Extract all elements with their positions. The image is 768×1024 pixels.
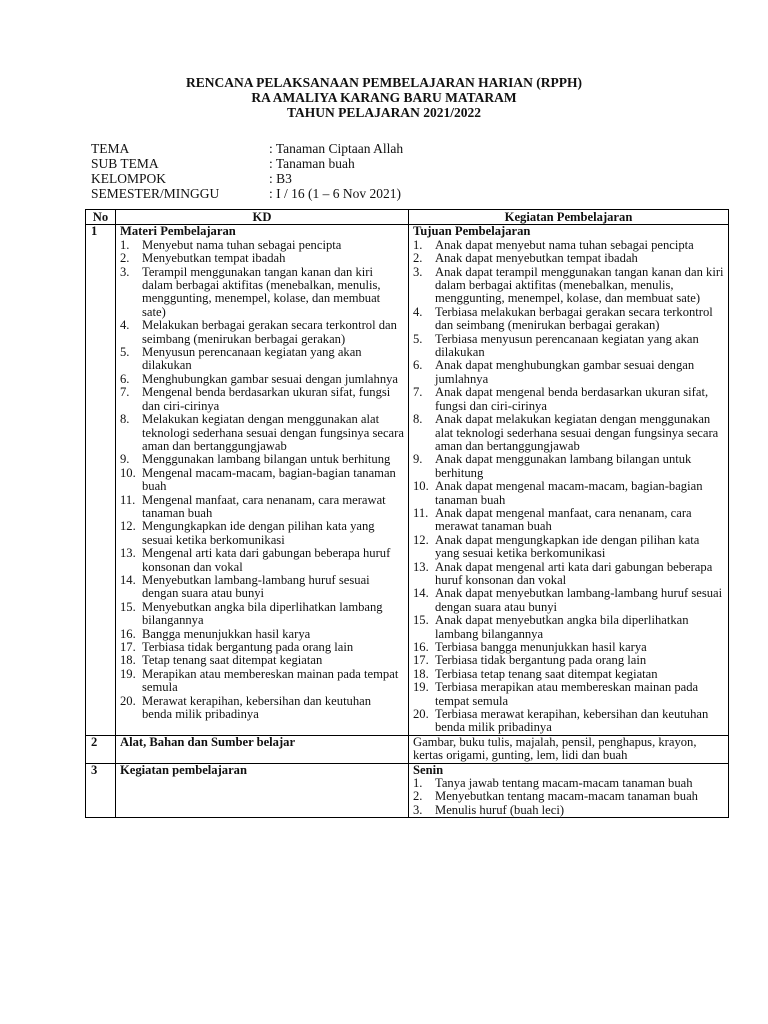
doc-title-line-2: RA AMALIYA KARANG BARU MATARAM	[251, 90, 517, 105]
list-item-number: 6.	[120, 371, 130, 386]
list-item-number: 10.	[413, 479, 429, 494]
meta-key: KELOMPOK	[91, 171, 167, 186]
list-item-number: 1.	[120, 237, 130, 252]
list-item	[120, 413, 404, 453]
meta-value: : Tanaman buah	[269, 156, 355, 171]
list-item-text: Anak dapat mengungkapkan ide dengan pilihan kata yang sesuai ketika berkomunikasi	[435, 532, 700, 561]
list-item-text: Menghubungkan gambar sesuai dengan jumlahnya	[142, 371, 399, 386]
list-item-text: Terbiasa merapikan atau membereskan mainan pada tempat semula	[435, 680, 699, 708]
meta-value: : Tanaman Ciptaan Allah	[269, 141, 404, 156]
list-item-number: 11.	[120, 492, 136, 507]
list-item	[120, 319, 404, 346]
doc-title-line-3: TAHUN PELAJARAN 2021/2022	[286, 105, 481, 120]
list-item	[413, 641, 724, 654]
list-item-text: Anak dapat mengenal manfaat, cara nenanam, cara merawat tanaman buah	[435, 505, 692, 534]
materi-heading: Materi Pembelajaran	[120, 224, 236, 239]
list-item-number: 4.	[413, 304, 423, 319]
list-item-number: 5.	[413, 331, 423, 346]
list-item-text: Menyebutkan lambang-lambang huruf sesuai dengan suara atau bunyi	[142, 572, 370, 601]
list-item	[120, 467, 404, 494]
list-item-number: 3.	[413, 264, 423, 279]
list-item-number: 9.	[413, 452, 423, 467]
list-item-text: Terbiasa melakukan berbagai gerakan secara terkontrol dan seimbang (menirukan berbagai gerakan)	[435, 304, 713, 333]
list-item-text: Mengungkapkan ide dengan pilihan kata yang sesuai ketika berkomunikasi	[142, 519, 375, 547]
tujuan-heading: Tujuan Pembelajaran	[413, 224, 531, 239]
row-number: 3	[86, 763, 116, 818]
meta-value: : B3	[269, 171, 292, 186]
alat-text: Gambar, buku tulis, majalah, pensil, penghapus, krayon, kertas origami, gunting, lem, lidi dan buah	[413, 734, 697, 763]
list-item	[413, 804, 724, 817]
list-item-number: 16.	[413, 640, 429, 654]
list-item-number: 18.	[120, 653, 136, 668]
list-item-number: 10.	[120, 465, 136, 480]
list-item-text: Menyusun perencanaan kegiatan yang akan dilakukan	[142, 345, 362, 373]
list-item	[120, 628, 404, 641]
list-item-number: 9.	[120, 452, 130, 467]
list-item	[413, 453, 724, 480]
materi-list	[120, 239, 404, 722]
list-item-number: 19.	[413, 680, 429, 695]
list-item-text: Anak dapat menyebutkan lambang-lambang huruf sesuai dengan suara atau bunyi	[435, 586, 723, 614]
header-kd: KD	[116, 210, 409, 225]
senin-list	[413, 777, 724, 817]
kd-cell	[116, 735, 409, 763]
list-item-text: Melakukan berbagai gerakan secara terkontrol dan seimbang (menirukan berbagai gerakan)	[142, 318, 397, 346]
list-item-number: 1.	[413, 237, 423, 252]
list-item	[413, 333, 724, 360]
list-item-text: Menyebut nama tuhan sebagai pencipta	[142, 237, 342, 252]
rpph-table	[85, 209, 729, 818]
list-item-text: Terbiasa menyusun perencanaan kegiatan yang akan dilakukan	[435, 331, 699, 360]
list-item-number: 14.	[413, 586, 429, 601]
list-item-text: Merapikan atau membereskan mainan pada tempat semula	[142, 666, 399, 695]
list-item	[120, 252, 404, 265]
list-item-text: Menyebutkan tentang macam-macam tanaman buah	[435, 789, 698, 804]
list-item-text: Tetap tenang saat ditempat kegiatan	[142, 653, 323, 668]
list-item	[413, 306, 724, 333]
list-item-text: Anak dapat mengenal arti kata dari gabungan beberapa huruf konsonan dan vokal	[435, 559, 713, 587]
list-item-number: 6.	[413, 358, 423, 373]
table-row	[86, 225, 729, 735]
list-item	[413, 587, 724, 614]
table-row	[86, 763, 729, 818]
list-item-number: 8.	[120, 412, 130, 427]
list-item-text: Terampil menggunakan tangan kanan dan kiri dalam berbagai aktifitas (menebalkan, menulis, menggunting, menempel, kolase, dan membuat sate)	[142, 264, 381, 319]
list-item-number: 2.	[120, 251, 130, 266]
list-item-number: 20.	[120, 693, 136, 708]
list-item	[120, 494, 404, 521]
list-item-number: 15.	[120, 599, 136, 614]
list-item	[120, 574, 404, 601]
list-item	[120, 386, 404, 413]
list-item	[413, 507, 724, 534]
list-item-text: Anak dapat mengenal benda berdasarkan ukuran sifat, fungsi dan ciri-cirinya	[435, 385, 709, 413]
table-row	[86, 735, 729, 763]
meta-key: SUB TEMA	[91, 156, 159, 171]
list-item-text: Mengenal arti kata dari gabungan beberapa huruf konsonan dan vokal	[142, 546, 391, 574]
meta-value: : I / 16 (1 – 6 Nov 2021)	[269, 186, 401, 201]
list-item	[413, 359, 724, 386]
list-item	[120, 266, 404, 320]
list-item-text: Terbiasa tidak bergantung pada orang lain	[142, 640, 354, 654]
day-heading: Senin	[413, 762, 444, 777]
list-item-number: 4.	[120, 318, 130, 333]
list-item	[413, 266, 724, 306]
list-item	[120, 239, 404, 252]
list-item-number: 8.	[413, 412, 423, 427]
list-item-text: Mengenal benda berdasarkan ukuran sifat, fungsi dan ciri-cirinya	[142, 385, 391, 413]
list-item	[413, 668, 724, 681]
row-number: 1	[86, 225, 116, 735]
list-item-text: Anak dapat menyebut nama tuhan sebagai pencipta	[435, 237, 694, 252]
list-item	[413, 614, 724, 641]
list-item	[413, 777, 724, 790]
list-item	[120, 695, 404, 722]
list-item-text: Terbiasa bangga menunjukkan hasil karya	[435, 640, 647, 654]
list-item-text: Menggunakan lambang bilangan untuk berhitung	[142, 452, 391, 467]
list-item	[120, 453, 404, 466]
list-item	[120, 547, 404, 574]
list-item-number: 7.	[120, 385, 130, 400]
list-item-number: 1.	[413, 776, 423, 791]
list-item-number: 16.	[120, 626, 136, 641]
list-item-text: Anak dapat menggunakan lambang bilangan untuk berhitung	[435, 452, 692, 480]
kd-cell	[116, 763, 409, 818]
list-item-number: 2.	[413, 251, 423, 266]
list-item-text: Merawat kerapihan, kebersihan dan keutuhan benda milik pribadinya	[142, 693, 372, 722]
meta-key: TEMA	[91, 141, 130, 156]
row-number: 2	[86, 735, 116, 763]
list-item	[413, 480, 724, 507]
header-no: No	[86, 210, 116, 225]
list-item-number: 12.	[413, 532, 429, 547]
list-item-text: Terbiasa merawat kerapihan, kebersihan dan keutuhan benda milik pribadinya	[435, 707, 709, 735]
list-item	[413, 252, 724, 265]
list-item-number: 3.	[120, 264, 130, 279]
list-item	[120, 668, 404, 695]
list-item-number: 15.	[413, 613, 429, 628]
list-item-text: Anak dapat menyebutkan angka bila diperlihatkan lambang bilangannya	[435, 613, 689, 641]
list-item-number: 12.	[120, 519, 136, 534]
list-item-text: Menulis huruf (buah leci)	[435, 802, 565, 817]
kegiatan-cell	[409, 763, 729, 818]
header-kegiatan: Kegiatan Pembelajaran	[409, 210, 729, 225]
kegiatan-cell	[409, 735, 729, 763]
list-item-number: 17.	[413, 653, 429, 668]
list-item-text: Mengenal macam-macam, bagian-bagian tanaman buah	[142, 465, 396, 494]
list-item-text: Bangga menunjukkan hasil karya	[142, 626, 311, 641]
list-item-text: Terbiasa tidak bergantung pada orang lain	[435, 653, 647, 668]
list-item	[120, 641, 404, 654]
list-item	[413, 708, 724, 735]
list-item	[413, 413, 724, 453]
list-item-number: 11.	[413, 505, 429, 520]
list-item-number: 2.	[413, 789, 423, 804]
list-item-number: 7.	[413, 385, 423, 400]
list-item-text: Anak dapat terampil menggunakan tangan kanan dan kiri dalam berbagai aktifitas (menebalkan, menulis, menggunting, menempel, kolase, dan membuat sate)	[435, 264, 724, 306]
list-item-text: Melakukan kegiatan dengan menggunakan alat teknologi sederhana sesuai dengan fungsinya secara aman dan bertanggungjawab	[142, 412, 404, 453]
list-item-number: 13.	[413, 559, 429, 574]
list-item	[120, 520, 404, 547]
list-item-text: Mengenal manfaat, cara nenanam, cara merawat tanaman buah	[142, 492, 386, 520]
kegiatan-heading: Kegiatan pembelajaran	[120, 762, 247, 777]
list-item-text: Tanya jawab tentang macam-macam tanaman buah	[435, 776, 693, 791]
list-item-text: Menyebutkan angka bila diperlihatkan lambang bilangannya	[142, 599, 383, 628]
meta-key: SEMESTER/MINGGU	[91, 186, 220, 201]
kegiatan-cell	[409, 225, 729, 735]
kd-cell	[116, 225, 409, 735]
list-item-number: 20.	[413, 707, 429, 722]
list-item	[413, 681, 724, 708]
list-item-text: Anak dapat mengenal macam-macam, bagian-bagian tanaman buah	[435, 479, 703, 507]
list-item	[120, 373, 404, 386]
list-item-text: Anak dapat menghubungkan gambar sesuai dengan jumlahnya	[435, 358, 695, 386]
list-item-number: 17.	[120, 640, 136, 654]
list-item-number: 5.	[120, 345, 130, 360]
list-item	[413, 790, 724, 803]
list-item	[413, 386, 724, 413]
list-item-text: Menyebutkan tempat ibadah	[142, 251, 286, 266]
list-item-number: 18.	[413, 666, 429, 681]
list-item	[413, 239, 724, 252]
list-item-text: Terbiasa tetap tenang saat ditempat kegiatan	[435, 666, 658, 681]
list-item-number: 3.	[413, 802, 423, 817]
list-item-text: Anak dapat menyebutkan tempat ibadah	[435, 251, 638, 266]
alat-heading: Alat, Bahan dan Sumber belajar	[120, 734, 296, 749]
list-item-text: Anak dapat melakukan kegiatan dengan menggunakan alat teknologi sederhana sesuai dengan fungsinya secara aman dan bertanggungjawab	[435, 412, 719, 453]
doc-title-line-1: RENCANA PELAKSANAAN PEMBELAJARAN HARIAN (RPPH)	[185, 75, 582, 90]
table-header-row	[86, 210, 729, 225]
list-item-number: 13.	[120, 546, 136, 561]
list-item	[413, 534, 724, 561]
list-item	[413, 561, 724, 588]
list-item	[120, 654, 404, 667]
list-item	[120, 601, 404, 628]
tujuan-list	[413, 239, 724, 735]
list-item-number: 19.	[120, 666, 136, 681]
list-item	[413, 654, 724, 667]
list-item-number: 14.	[120, 572, 136, 587]
list-item	[120, 346, 404, 373]
